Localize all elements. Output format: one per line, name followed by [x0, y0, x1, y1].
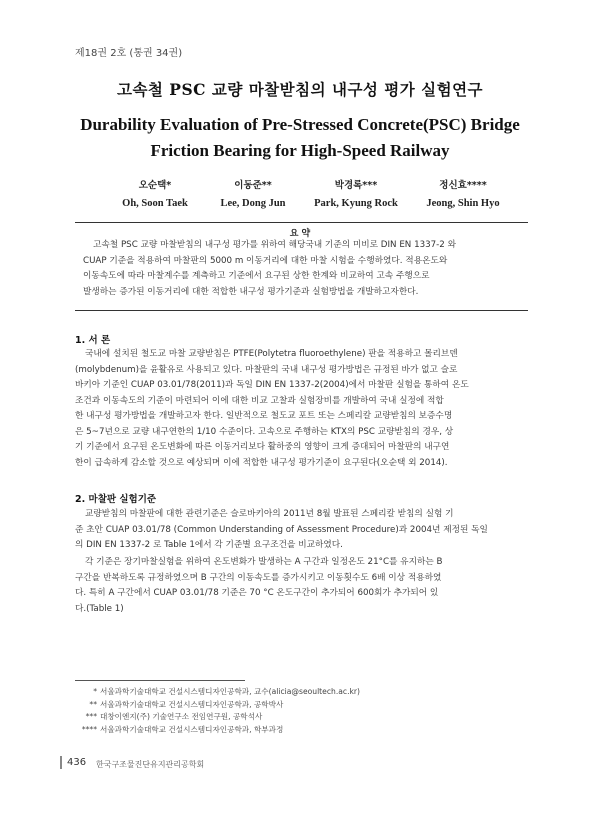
- body-line: 의 DIN EN 1337-2 로 Table 1에서 각 기준별 요구조건을 비교하였다.: [75, 540, 343, 550]
- paper-title-korean: 고속철 PSC 교량 마찰받침의 내구성 평가 실험연구: [116, 80, 484, 99]
- body-line: 다.(Table 1): [75, 603, 124, 614]
- body-line: (molybdenum)을 윤활유로 사용되고 있다. 마찰판의 국내 내구성 평가방법은 규정된 바가 없고 슬로: [75, 364, 458, 375]
- footnote-mark: *: [93, 687, 97, 696]
- body-line: 한이 급속하게 감소할 것으로 예상되며 이에 적합한 내구성 평가기준이 요구된다(오순택 외 2014).: [75, 457, 448, 468]
- paper-title-english-line2: Friction Bearing for High-Speed Railway: [150, 141, 450, 160]
- footnote-mark: ****: [81, 724, 97, 734]
- body-line: 준 초안 CUAP 03.01/78 (Common Understanding of Assessment Procedure)과 2004년 제정된 독일: [75, 524, 488, 535]
- footnote-item: [75, 699, 528, 712]
- body-line: 다. 특히 A 구간에서 CUAP 03.01/78 기준은 70 °C 온도구간이 추가되어 600회가 추가되어 있: [75, 588, 439, 598]
- section-2-paragraph-2: [75, 555, 528, 617]
- footnote-mark: **: [89, 699, 97, 709]
- author-4: [408, 177, 518, 209]
- journal-name: 한국구조물진단유지관리공학회: [96, 760, 205, 769]
- abstract-body: [83, 238, 521, 300]
- body-line: 각 기준은 장기마찰실험을 위하여 온도변화가 발생하는 A 구간과 일정온도 21°C를 유지하는 B: [85, 557, 443, 567]
- abstract-top-rule: [75, 222, 528, 223]
- body-line: 국내에 설치된 철도교 마찰 교량받침은 PTFE(Polytetra fluoroethylene) 판을 적용하고 몰리브덴: [85, 349, 458, 359]
- author-3: [295, 177, 417, 209]
- footnote-item: [75, 724, 528, 737]
- author-name-korean: 정신효****: [439, 180, 487, 191]
- abstract-line: 이동속도에 따라 마찰계수를 계측하고 기준에서 요구된 상한 한계와 비교하여 고속 주행으로: [83, 271, 430, 281]
- author-name-korean: 박경록***: [334, 180, 378, 191]
- body-line: 한 내구성 평가방법을 개발하고자 한다. 일반적으로 철도교 포트 또는 스페리칼 교량받침의 보증수명: [75, 411, 453, 421]
- author-name-english: Lee, Dong Jun: [220, 198, 286, 209]
- body-line: 교량받침의 마찰판에 대한 관련기준은 슬로바키아의 2011년 8월 발표된 스페리칼 받침의 실험 기: [85, 509, 454, 519]
- footer-divider-bar: [60, 756, 62, 769]
- author-name-english: Oh, Soon Taek: [122, 198, 188, 209]
- abstract-bottom-rule: [75, 310, 528, 311]
- footnote-item: [75, 711, 528, 724]
- section-2-paragraph-1: [75, 507, 528, 554]
- abstract-heading: 요 약: [289, 229, 311, 239]
- abstract-line: CUAP 기준을 적용하여 마찰판의 5000 m 이동거리에 대한 마찰 시험을 수행하였다. 적용온도와: [83, 255, 448, 266]
- body-line: 은 5~7년으로 교량 내구연한의 1/10 수준이다. 고속으로 주행하는 KTX의 PSC 교량받침의 경우, 상: [75, 426, 454, 437]
- journal-volume-header: 제18권 2호 (통권 34권): [75, 48, 183, 59]
- section-2-heading: 2. 마찰판 실험기준: [75, 494, 157, 505]
- footnote-text: 대창이엔지(주) 기술연구소 전임연구원, 공학석사: [100, 712, 263, 722]
- paper-title-english: [60, 112, 540, 164]
- section-1-body: [75, 347, 528, 471]
- author-2: [198, 177, 308, 209]
- body-line: 바키아 기준인 CUAP 03.01/78(2011)과 독일 DIN EN 1337-2(2004)에서 마찰판 실험을 통하여 온도: [75, 380, 469, 390]
- paper-title-english-line1: Durability Evaluation of Pre-Stressed Concrete(PSC) Bridge: [80, 115, 520, 134]
- footnotes: [75, 686, 528, 736]
- footnote-text: 서울과학기술대학교 건설시스템디자인공학과, 학부과정: [100, 724, 284, 734]
- abstract-line: 발생하는 증가된 이동거리에 대한 적합한 내구성 평가기준과 실험방법을 개발하고자한다.: [83, 286, 419, 297]
- body-line: 기 기준에서 요구된 온도변화에 따른 이동거리보다 활하중의 영향이 크게 증대되어 마찰판의 내구연: [75, 442, 450, 452]
- footnote-text: 서울과학기술대학교 건설시스템디자인공학과, 공학박사: [100, 699, 284, 709]
- page-number: 436: [67, 757, 87, 768]
- footnote-text: 서울과학기술대학교 건설시스템디자인공학과, 교수(alicia@seoultech.ac.kr): [100, 687, 360, 696]
- section-1-heading: 1. 서 론: [75, 335, 111, 346]
- author-name-korean: 오순택*: [138, 180, 172, 191]
- footnote-divider: [75, 680, 245, 681]
- footnote-mark: ***: [85, 712, 97, 722]
- author-1: [100, 177, 210, 209]
- abstract-line: 고속철 PSC 교량 마찰받침의 내구성 평가를 위하여 해당국내 기준의 미비로 DIN EN 1337-2 와: [93, 240, 456, 250]
- footnote-item: [75, 686, 528, 699]
- author-name-korean: 이동준**: [234, 180, 272, 191]
- author-name-english: Jeong, Shin Hyo: [426, 198, 500, 209]
- body-line: 구간을 반복하도록 규정하였으며 B 구간의 이동속도를 증가시키고 이동횟수도 6배 이상 적용하였: [75, 572, 442, 583]
- author-name-english: Park, Kyung Rock: [314, 198, 398, 209]
- body-line: 조건과 이동속도의 기준이 마련되어 이에 대한 비교 고찰과 실험장비를 개발하여 국내 실정에 적합: [75, 395, 444, 406]
